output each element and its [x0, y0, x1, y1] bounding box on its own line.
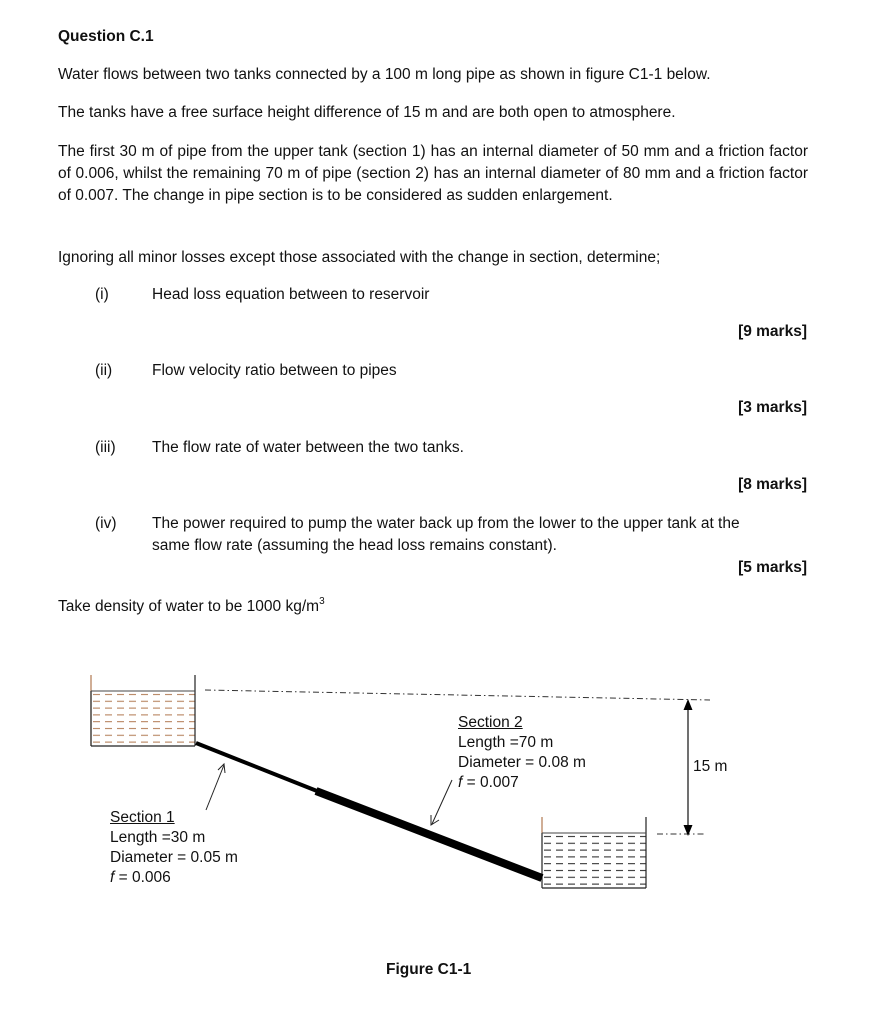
height-label: 15 m: [693, 758, 728, 775]
section-2-diameter: Diameter = 0.08 m: [458, 754, 586, 771]
part-ii-marks: [3 marks]: [738, 399, 807, 416]
pipe-paragraph: The first 30 m of pipe from the upper tank (section 1) has an internal diameter of 50 mm and a friction factor of 0.006, whilst the remaining 70 m of pipe (section 2) has an internal diameter of 80 mm and a friction factor of 0.007. The change in pipe section is to be considered as sudden enlargement.: [58, 143, 808, 204]
part-i-text: Head loss equation between to reservoir: [152, 286, 430, 303]
question-title: Question C.1: [58, 28, 154, 45]
section-2-friction: [458, 773, 586, 793]
section-2-length: Length =70 m: [458, 734, 554, 751]
part-iv-marks: [5 marks]: [738, 559, 807, 576]
section-1-label: [110, 808, 238, 888]
friction-value: = 0.007: [462, 774, 519, 791]
upper-level-line: [205, 690, 710, 700]
part-iv-number: (iv): [95, 515, 117, 532]
tanks-paragraph: The tanks have a free surface height difference of 15 m and are both open to atmosphere.: [58, 104, 676, 121]
density-superscript: 3: [319, 596, 325, 607]
friction-value: = 0.006: [114, 869, 171, 886]
upper-tank: [91, 675, 195, 746]
part-iii-text: The flow rate of water between the two tanks.: [152, 439, 464, 456]
intro-paragraph: Water flows between two tanks connected by a 100 m long pipe as shown in figure C1-1 below.: [58, 66, 711, 83]
section-2-heading: Section 2: [458, 714, 523, 731]
section-2-label: [458, 713, 586, 793]
section-1-friction: [110, 868, 238, 888]
section-1-diameter: Diameter = 0.05 m: [110, 849, 238, 866]
instruction-paragraph: Ignoring all minor losses except those associated with the change in section, determine;: [58, 249, 661, 266]
part-iii-marks: [8 marks]: [738, 476, 807, 493]
part-ii-text: Flow velocity ratio between to pipes: [152, 362, 397, 379]
figure-caption: Figure C1-1: [386, 961, 472, 978]
friction-symbol: f: [458, 774, 463, 791]
lower-tank: [542, 817, 646, 888]
friction-symbol: f: [110, 869, 115, 886]
part-i-number: (i): [95, 286, 109, 303]
pipe-section-2: [316, 791, 542, 878]
density-text: Take density of water to be 1000 kg/m: [58, 598, 320, 615]
section-1-heading: Section 1: [110, 809, 175, 826]
section-1-leader-arrow: [206, 764, 225, 810]
part-iv-text-line1: The power required to pump the water back up from the lower to the upper tank at the: [152, 515, 740, 532]
part-iv-text-line2: same flow rate (assuming the head loss remains constant).: [152, 537, 557, 554]
part-i-marks: [9 marks]: [738, 323, 807, 340]
pipe-section-1: [196, 743, 317, 791]
part-iii-number: (iii): [95, 439, 116, 456]
height-dimension-arrow: [684, 699, 693, 836]
part-ii-number: (ii): [95, 362, 113, 379]
section-1-length: Length =30 m: [110, 829, 206, 846]
section-2-leader-arrow: [431, 780, 452, 825]
